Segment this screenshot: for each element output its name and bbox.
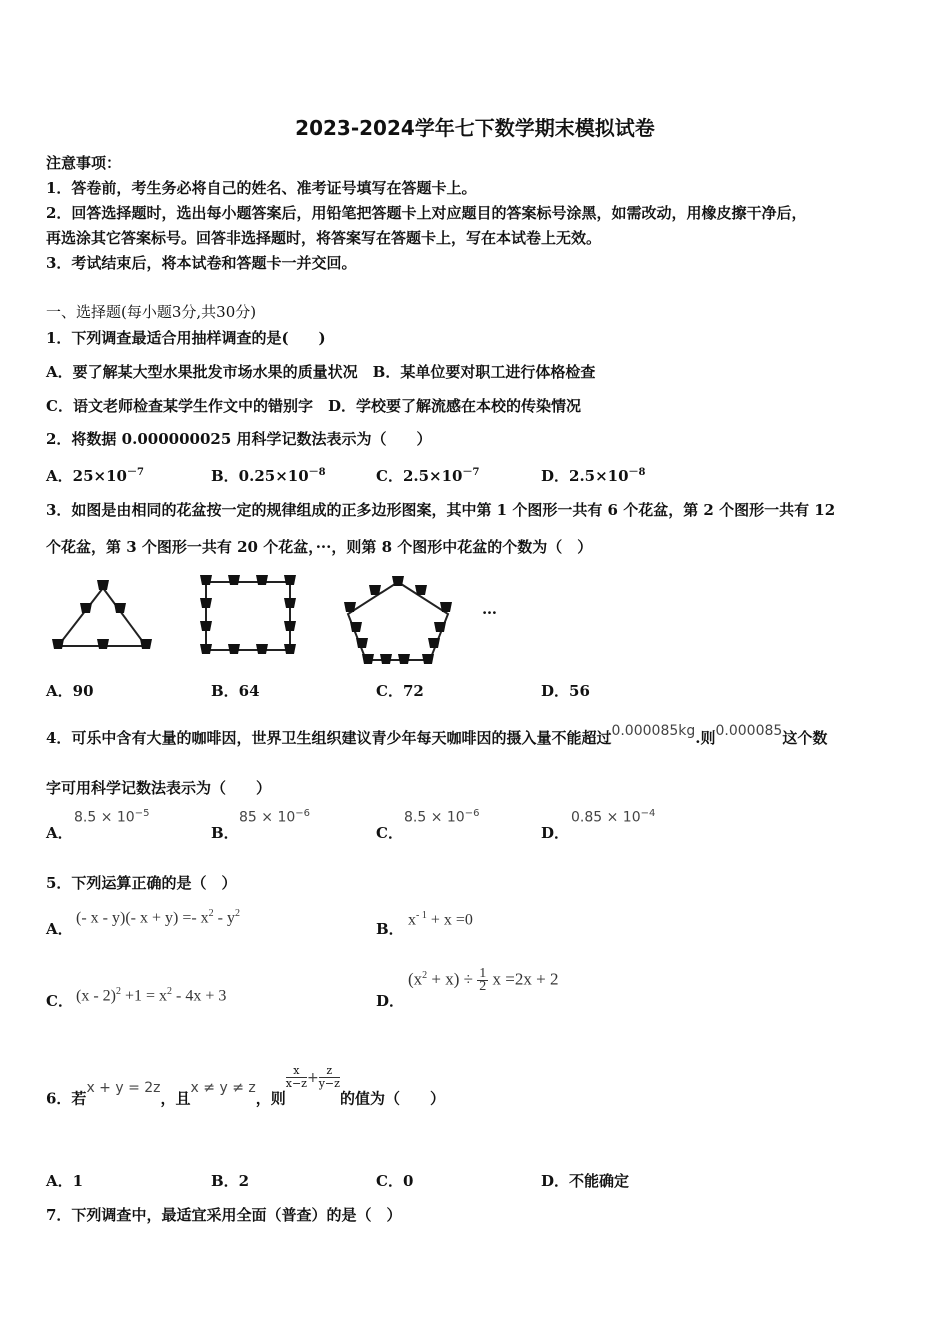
figure-triangle <box>48 576 158 660</box>
q4-stem-line2: 字可用科学记数法表示为（ ） <box>46 779 272 797</box>
notice-item: 3．考试结束后，将本试卷和答题卡一并交回。 <box>46 254 357 272</box>
q3-option-d: D．56 <box>541 682 590 700</box>
q4-option-a: $8.5 \times 10^{-5}$ <box>74 808 150 826</box>
q5-stem: 5．下列运算正确的是（ ） <box>46 874 237 892</box>
q1-options-line2: C．语文老师检查某学生作文中的错别字 D．学校要了解流感在本校的传染情况 <box>46 397 581 415</box>
q3-option-b: B．64 <box>211 682 260 700</box>
q1-options-line1: A．要了解某大型水果批发市场水果的质量状况 B．某单位要对职工进行体格检查 <box>46 363 596 381</box>
q6-option-b: B．2 <box>211 1172 250 1190</box>
q4-option-b: $85 \times 10^{-6}$ <box>239 808 311 826</box>
q2-option-d: D．$2.5\times 10^{-8}$ <box>541 467 646 485</box>
q5-option-a: (- x - y)(- $x + y) =- x^2 - y^2$ <box>76 908 240 927</box>
q5-option-c: $(x - 2)^2 +1 = x^2 - 4x + 3$ <box>76 986 227 1005</box>
figure-pentagon <box>340 572 456 668</box>
q2-option-a: A．$25\times 10^{-7}$ <box>46 467 144 485</box>
q2-option-b: B．$0.25\times 10^{-8}$ <box>211 467 326 485</box>
q5-option-b: $x^{- 1} + x =0$ <box>408 910 473 929</box>
q4-option-d-label: D． <box>541 824 570 842</box>
q5-option-d: $(x^2 + x)$ ÷ $\frac{1}{2}$ x =2x + 2 <box>408 966 559 994</box>
figure-ellipsis: … <box>482 600 497 618</box>
q5-option-b-label: B． <box>376 920 404 938</box>
q6-option-d: D．不能确定 <box>541 1172 630 1190</box>
notice-item: 1．答卷前，考生务必将自己的姓名、准考证号填写在答题卡上。 <box>46 179 477 197</box>
q3-option-a: A．90 <box>46 682 94 700</box>
q6-option-a: A．1 <box>46 1172 84 1190</box>
q4-option-c: $8.5 \times 10^{-6}$ <box>404 808 480 826</box>
q5-option-c-label: C． <box>46 992 73 1010</box>
q4-stem-line1: 4．可乐中含有大量的咖啡因，世界卫生组织建议青少年每天咖啡因的摄入量不能超过0.000085kg.则0.000085这个数 <box>46 723 828 747</box>
q2-stem: 2．将数据 0.000000025 用科学记数法表示为（ ） <box>46 430 432 448</box>
section-heading: 一、选择题(每小题3分,共30分) <box>46 303 257 321</box>
q3-stem-line1: 3．如图是由相同的花盆按一定的规律组成的正多边形图案，其中第 1 个图形一共有 6 个花盆，第 2 个图形一共有 12 <box>46 501 836 519</box>
q4-option-d: $0.85 \times 10^{-4}$ <box>571 808 656 826</box>
page-title: 2023-2024学年七下数学期末模拟试卷 <box>295 116 655 140</box>
q2-option-c: C．$2.5\times 10^{-7}$ <box>376 467 480 485</box>
q3-stem-line2: 个花盆，第 3 个图形一共有 20 个花盆，···，则第 8 个图形中花盆的个数为（ ） <box>46 538 593 556</box>
notice-item: 2．回答选择题时，选出每小题答案后，用铅笔把答题卡上对应题目的答案标号涂黑，如需改动，用橡皮擦干净后， <box>46 204 807 222</box>
notice-item: 再选涂其它答案标号。回答非选择题时，将答案写在答题卡上，写在本试卷上无效。 <box>46 229 602 247</box>
q7-stem: 7．下列调查中，最适宜采用全面（普查）的是（ ） <box>46 1206 402 1224</box>
q6-stem: 6．若x + y = 2z，且x ≠ y ≠ z，则 $\frac{x}{x-z}$ + $\frac{z}{y-z}$ 的值为（ ） <box>46 1064 445 1108</box>
q3-option-c: C．72 <box>376 682 424 700</box>
figure-square <box>196 572 300 660</box>
notice-heading: 注意事项： <box>46 154 122 172</box>
q1-stem: 1．下列调查最适合用抽样调查的是( ) <box>46 329 326 347</box>
q5-option-a-label: A． <box>46 920 73 938</box>
q6-option-c: C．0 <box>376 1172 414 1190</box>
q4-option-a-label: A． <box>46 824 73 842</box>
q4-option-b-label: B． <box>211 824 239 842</box>
q5-option-d-label: D． <box>376 992 405 1010</box>
q4-option-c-label: C． <box>376 824 403 842</box>
